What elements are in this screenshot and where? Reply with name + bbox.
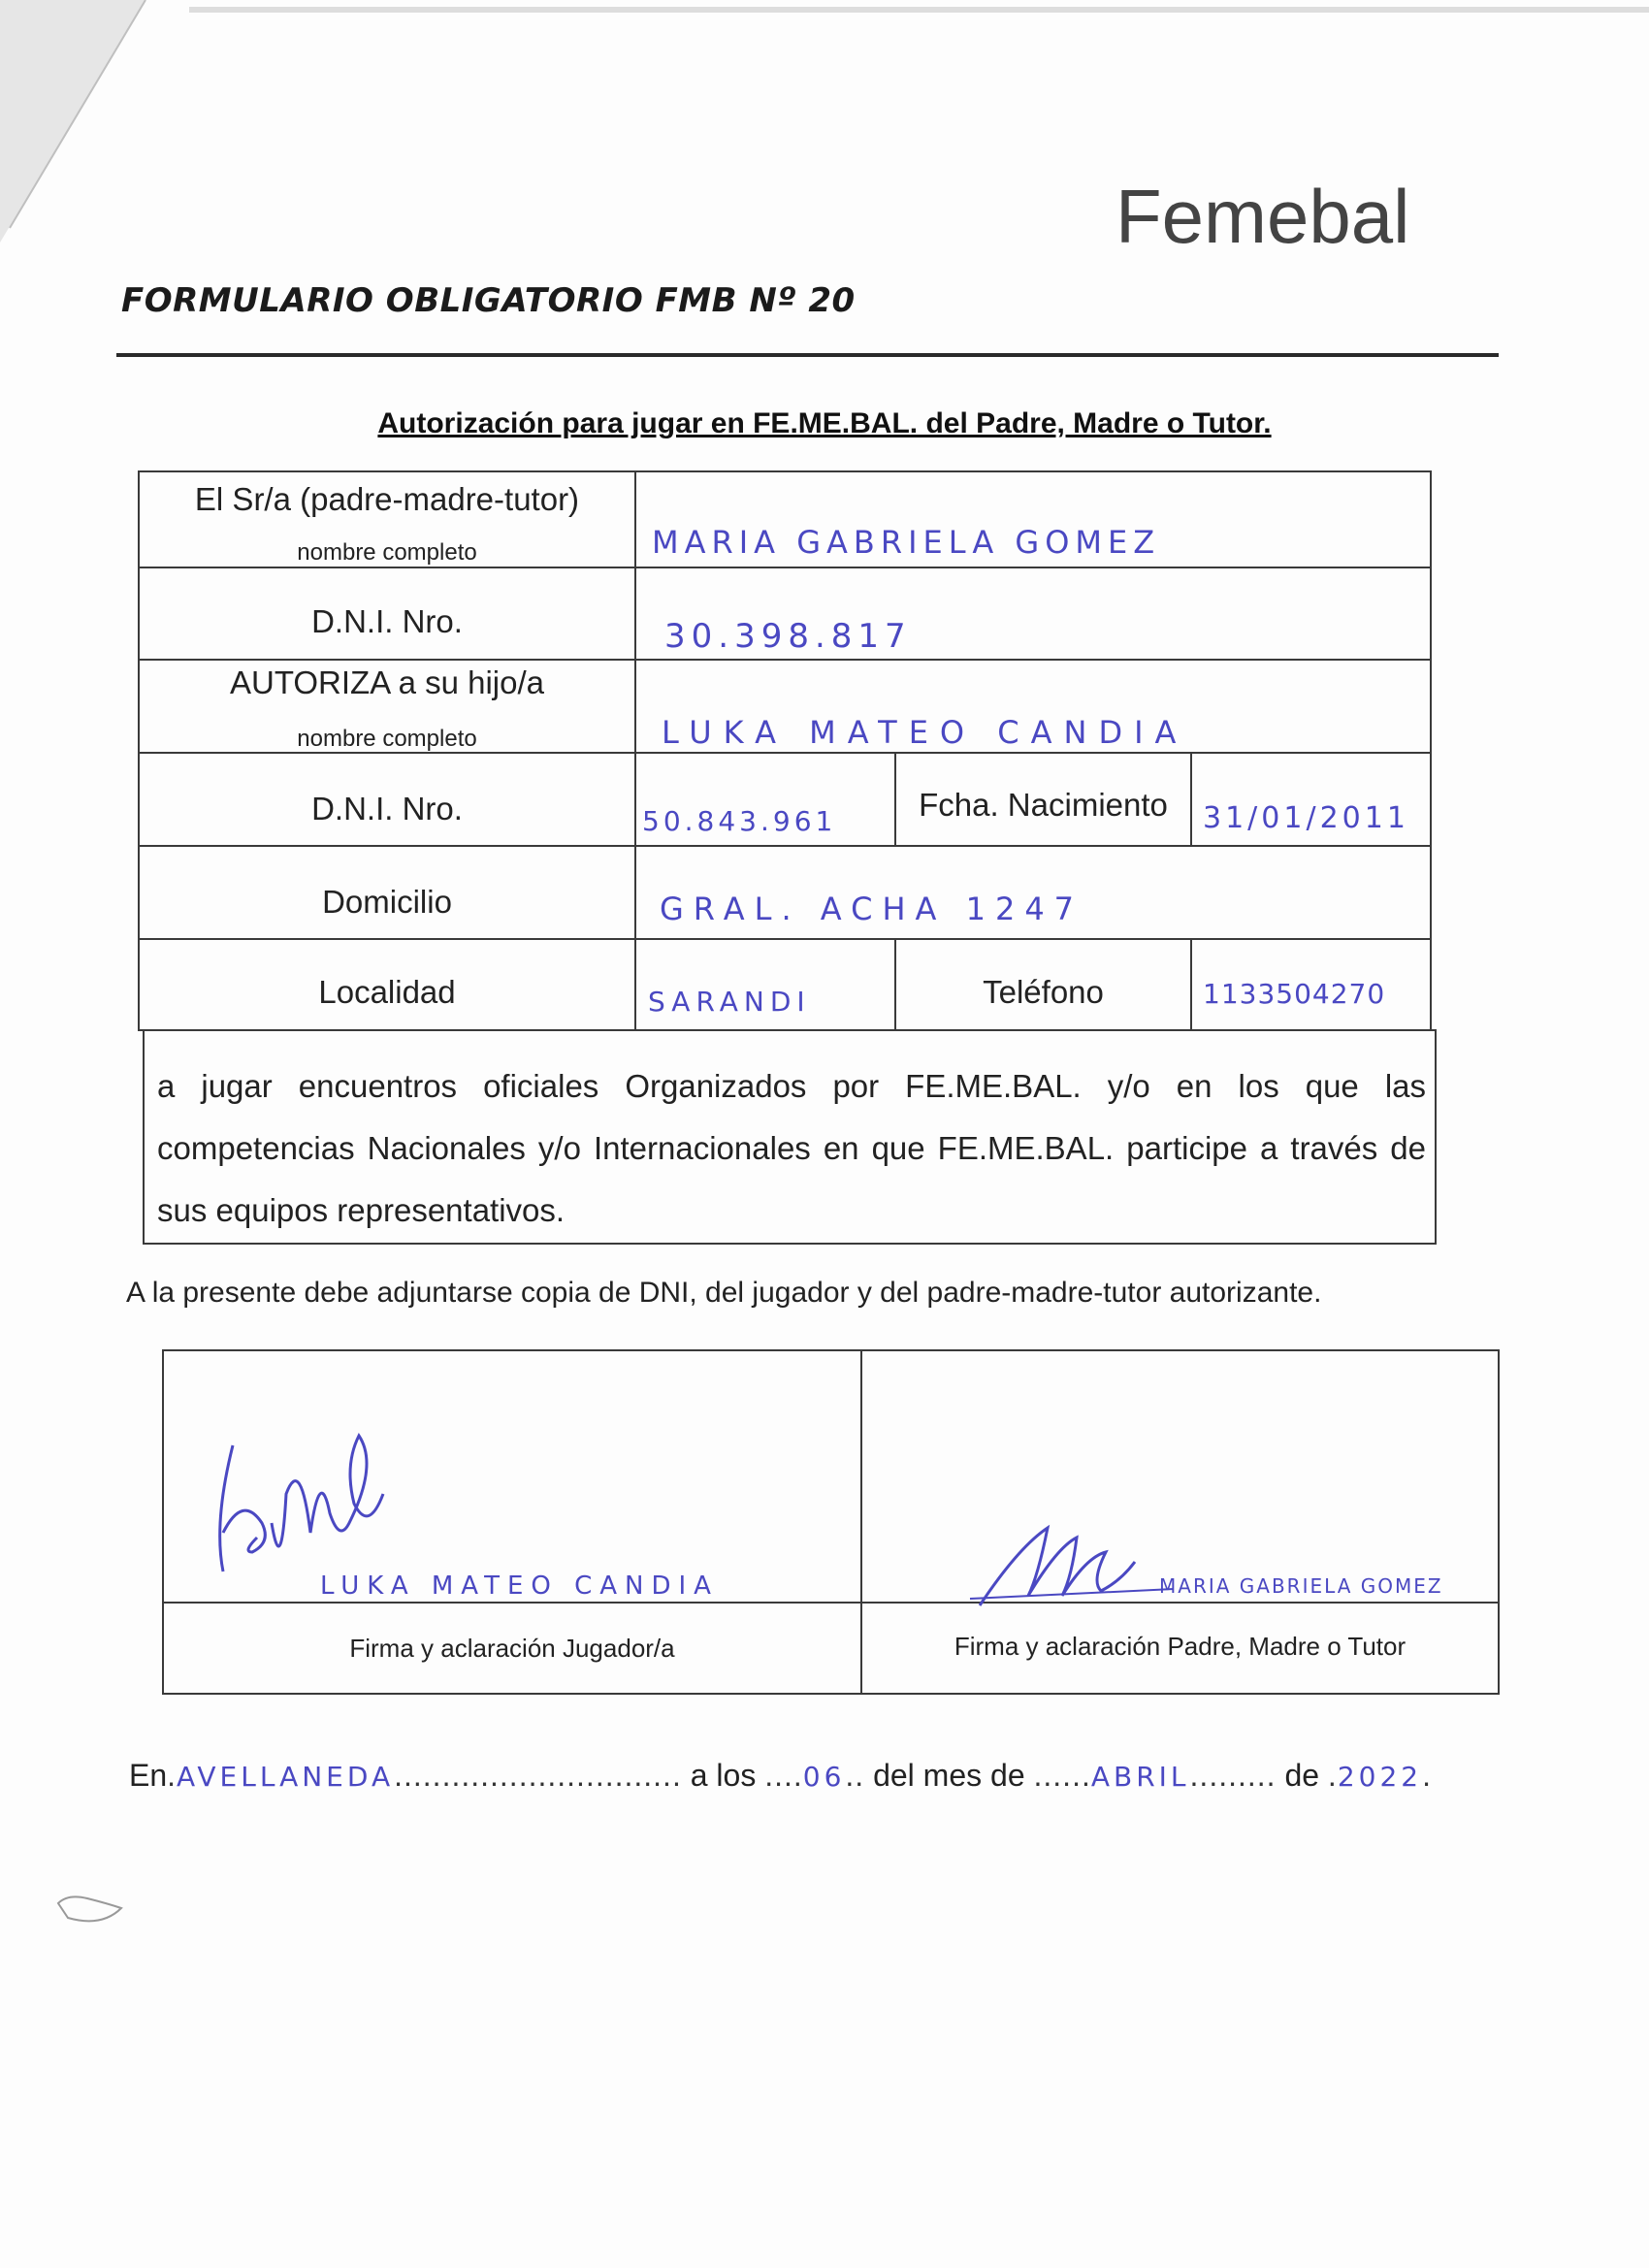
form-title: FORMULARIO OBLIGATORIO FMB Nº 20: [121, 281, 856, 320]
dateline-prefix: En: [129, 1758, 168, 1793]
locality-label: Localidad: [318, 974, 456, 1010]
logo-text: Femebal: [1116, 174, 1410, 259]
parent-signature-label: Firma y aclaración Padre, Madre o Tutor: [954, 1632, 1406, 1661]
parent-dni-label: D.N.I. Nro.: [311, 603, 463, 639]
dateline-month[interactable]: ABRIL: [1090, 1761, 1190, 1793]
address-value[interactable]: GRAL. ACHA 1247: [660, 891, 1084, 927]
child-dni-value[interactable]: 50.843.961: [642, 805, 837, 837]
child-sublabel: nombre completo: [297, 726, 477, 752]
parent-label: El Sr/a (padre-madre-tutor): [194, 481, 580, 517]
phone-label: Teléfono: [983, 974, 1104, 1010]
birth-date-label: Fcha. Nacimiento: [919, 787, 1168, 823]
form-subtitle: Autorización para jugar en FE.ME.BAL. del Padre, Madre o Tutor.: [377, 407, 1272, 439]
dateline-mid3: de: [1284, 1758, 1320, 1793]
dateline-mid2: del mes de: [873, 1758, 1025, 1793]
child-name-value[interactable]: LUKA MATEO CANDIA: [662, 714, 1188, 751]
date-line: En.AVELLANEDA.............................. a los ....06.. del mes de ......ABRIL......... de .2022.: [129, 1758, 1432, 1793]
address-label: Domicilio: [322, 884, 452, 920]
dateline-place[interactable]: AVELLANEDA: [177, 1761, 395, 1793]
player-name-written: LUKA MATEO CANDIA: [320, 1571, 719, 1601]
locality-value[interactable]: SARANDI: [648, 986, 811, 1018]
player-signature-label: Firma y aclaración Jugador/a: [349, 1634, 675, 1663]
birth-date-value[interactable]: 31/01/2011: [1203, 801, 1409, 835]
dateline-day[interactable]: 06: [802, 1761, 846, 1793]
parent-name-value[interactable]: MARIA GABRIELA GOMEZ: [652, 524, 1161, 561]
attachment-note: A la presente debe adjuntarse copia de DNI, del jugador y del padre-madre-tutor autorizante.: [126, 1277, 1322, 1309]
child-dni-label: D.N.I. Nro.: [311, 791, 463, 826]
dateline-year[interactable]: 2022: [1337, 1761, 1423, 1793]
authorization-text: a jugar encuentros oficiales Organizados por FE.ME.BAL. y/o en los que las competencias Nacionales y/o Internacionales en que FE.ME.BAL. participe a través de sus equipos representativos.: [157, 1068, 1426, 1228]
parent-sublabel: nombre completo: [297, 539, 477, 566]
phone-value[interactable]: 1133504270: [1203, 978, 1386, 1010]
dateline-mid1: a los: [690, 1758, 757, 1793]
child-label: AUTORIZA a su hijo/a: [229, 664, 545, 700]
parent-dni-value[interactable]: 30.398.817: [664, 617, 912, 656]
parent-signature: [970, 1513, 1183, 1620]
parent-name-written: MARIA GABRIELA GOMEZ: [1159, 1574, 1443, 1598]
